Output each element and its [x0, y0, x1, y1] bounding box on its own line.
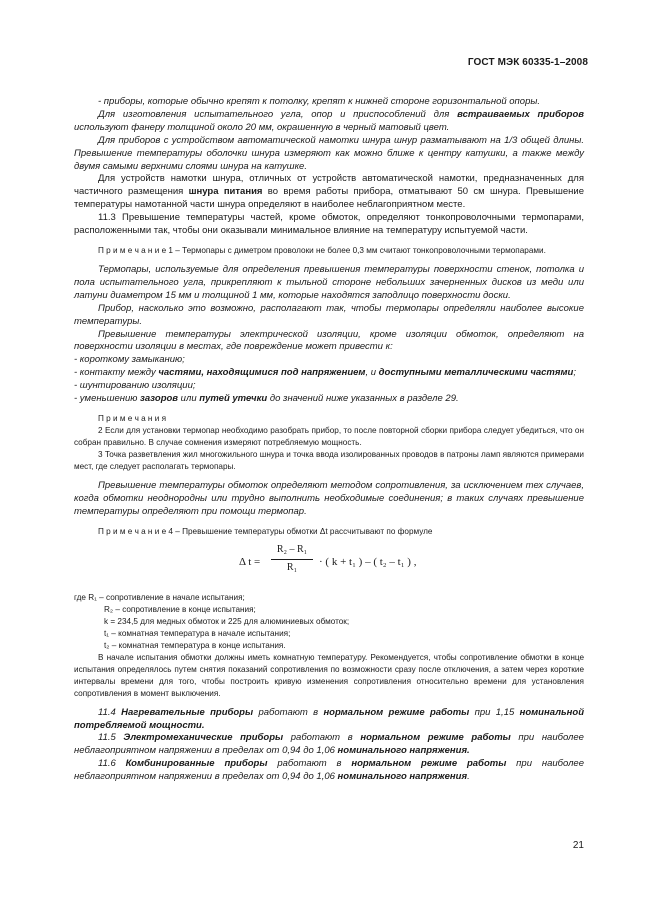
definition: t₂ – комнатная температура в конце испытания. [104, 640, 286, 650]
definition: k = 234,5 для медных обмоток и 225 для алюминиевых обмоток; [104, 616, 350, 626]
paragraph: Для изготовления испытательного угла, опор и приспособлений для встраиваемых приборов используют фанеру толщиной около 20 мм, окрашенную в черный матовый цвет. [74, 108, 584, 133]
note: П р и м е ч а н и е 4 – Превышение температуры обмотки Δt рассчитывают по формуле [98, 526, 433, 536]
definition: R₂ – сопротивление в конце испытания; [104, 604, 256, 614]
formula-fraction [271, 544, 313, 575]
paragraph: - приборы, которые обычно крепят к потолку, крепят к нижней стороне горизонтальной опоры. [98, 96, 540, 107]
document-header: ГОСТ МЭК 60335-1–2008 [467, 57, 588, 68]
section-11-6: 11.6 Комбинированные приборы работают в нормальном режиме работы при наиболее неблагоприятном напряжении в пределах от 0,94 до 1,06 номинального напряжения. [74, 758, 584, 783]
document-body [74, 96, 584, 784]
list-item: - шунтированию изоляции; [74, 380, 196, 392]
paragraph: Превышение температуры обмоток определяют методом сопротивления, за исключением тех случаев, когда обмотки неоднородны или трудно выполнить необходимые соединения; в таких случаях превышение температуры определяют при помощи термопар. [74, 479, 584, 517]
formula-lhs: Δ t = [239, 555, 261, 568]
formula-numerator: R₂ – R₁ [271, 544, 313, 560]
paragraph: Для устройств намотки шнура, отличных от устройств автоматической намотки, предназначенных для частичного размещения шнура питания во время работы прибора, отматывают 50 см шнура. Превышение температуры намотанной части шнура определяют в наиболее неблагоприятном месте. [74, 173, 584, 211]
notes-heading: П р и м е ч а н и я [98, 413, 167, 423]
note-label: П р и м е ч а н и е 1 [98, 245, 173, 255]
note-continuation: В начале испытания обмотки должны иметь комнатную температуру. Рекомендуется, чтобы сопротивление обмотки в конце испытания определялось путем снятия показаний сопротивления по возможности сразу после отключения, а затем через короткие интервалы времени для того, чтобы построить кривую изменения сопротивления относительно времени для установления сопротивления в момент выключения. [74, 652, 584, 698]
note: 3 Точка разветвления жил многожильного шнура и точка ввода изолированных проводов в патроны ламп являются примерами мест, где следует располагать термопары. [74, 449, 584, 471]
section-11-5: 11.5 Электромеханические приборы работают в нормальном режиме работы при наиболее неблагоприятном напряжении в пределах от 0,94 до 1,06 номинального напряжения. [74, 732, 584, 757]
defined-term: зазоров [140, 393, 179, 405]
formula-rhs: · ( k + t₁ ) – ( t₂ – t₁ ) , [319, 555, 417, 568]
defined-term: встраиваемых приборов [457, 108, 584, 120]
note-label: П р и м е ч а н и е 4 [98, 526, 173, 536]
paragraph: Для приборов с устройством автоматической намотки шнура шнур разматывают на 1/3 общей длины. Превышение температуры оболочки шнура измеряют как можно ближе к центру катушки, а также между двумя самыми верхними слоями шнура на катушке. [74, 134, 584, 172]
temperature-rise-formula [74, 544, 584, 588]
paragraph: Прибор, насколько это возможно, располагают так, чтобы термопары определяли наиболее высокие температуры. [74, 302, 584, 327]
paragraph: Превышение температуры электрической изоляции, кроме изоляции обмоток, определяют на поверхности изоляции в местах, где повреждение может привести к: [74, 328, 584, 353]
paragraph: Термопары, используемые для определения превышения температуры поверхности стенок, потолка и пола испытательного угла, прикрепляют к тыльной стороне небольших зачерненных дисков из меди или латуни диаметром 15 мм и толщиной 1 мм, которые находятся заподлицо поверхности доски. [74, 263, 584, 301]
definition: t₁ – комнатная температура в начале испытания; [104, 628, 291, 638]
defined-term: частями, находящимися под напряжением [158, 367, 366, 379]
section-11-4: 11.4 Нагревательные приборы работают в нормальном режиме работы при 1,15 номинальной потребляемой мощности. [74, 706, 585, 731]
defined-term: шнура питания [188, 186, 263, 198]
list-item: - контакту между частями, находящимися под напряжением, и доступными металлическими частями; [74, 367, 576, 379]
formula-definitions [74, 592, 584, 652]
defined-term: доступными металлическими частями [378, 367, 574, 379]
paragraph: 11.3 Превышение температуры частей, кроме обмоток, определяют тонкопроволочными термопарами, расположенными так, чтобы они оказывали минимальное влияние на температуру испытуемой части. [74, 212, 584, 237]
formula-denominator: R₁ [286, 561, 298, 573]
list-item: - уменьшению зазоров или путей утечки до значений ниже указанных в разделе 29. [74, 393, 459, 405]
note: П р и м е ч а н и е 1 – Термопары с диметром проволоки не более 0,3 мм считают тонкопроволочными термопарами. [98, 245, 546, 255]
note: 2 Если для установки термопар необходимо разобрать прибор, то после повторной сборки прибора следует убедиться, что он собран правильно. В случае сомнения измеряют потребляемую мощность. [74, 425, 584, 447]
defined-term: путей утечки [199, 393, 268, 405]
page-number: 21 [572, 840, 584, 851]
definition: где R₁ – сопротивление в начале испытания; [74, 592, 245, 602]
list-item: - короткому замыканию; [74, 354, 185, 366]
